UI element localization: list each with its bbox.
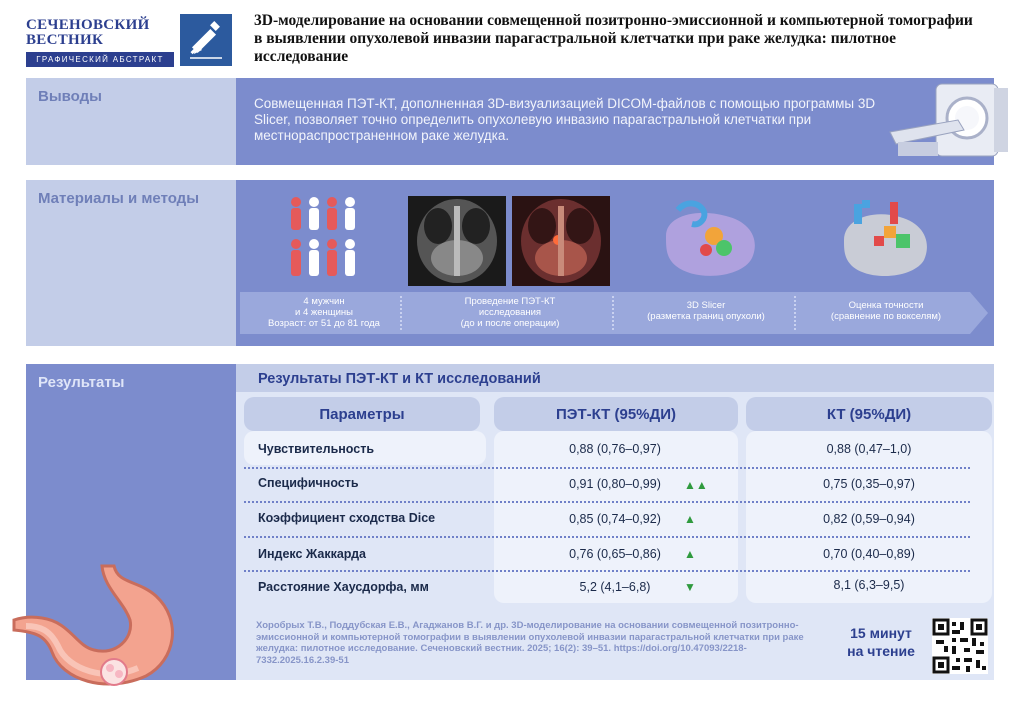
down-arrow-icon: ▼ [684, 580, 696, 594]
step-divider [612, 296, 614, 330]
param-hausdorff: Расстояние Хаусдорфа, мм [258, 580, 429, 594]
up-arrow-icon: ▲ [684, 512, 696, 526]
ct-dice: 0,82 (0,59–0,94) [823, 512, 915, 526]
pet-ct-scanner-icon [886, 80, 1016, 162]
up-arrows-icon: ▲▲ [684, 478, 708, 492]
step-patients: 4 мужчин и 4 женщины Возраст: от 51 до 81 года [268, 296, 380, 329]
row-divider [244, 570, 970, 572]
results-label: Результаты [26, 364, 236, 680]
stomach-illustration [6, 560, 186, 700]
row-divider [244, 501, 970, 503]
logo-subtitle: ГРАФИЧЕСКИЙ АБСТРАКТ [26, 52, 174, 67]
column-header-petct: ПЭТ-КТ (95%ДИ) [494, 397, 738, 431]
step-divider [794, 296, 796, 330]
step-pet-ct: Проведение ПЭТ-КТ исследования (до и после операции) [460, 296, 560, 329]
voxel-model-icon [834, 196, 938, 284]
logo-line2: ВЕСТНИК [26, 32, 104, 48]
journal-logo [26, 18, 176, 67]
3d-model-stomach-icon [656, 196, 766, 284]
step-accuracy: Оценка точности (сравнение по вокселям) [830, 300, 942, 322]
ct-hausdorff: 8,1 (6,3–9,5) [833, 578, 905, 592]
ct-specificity: 0,75 (0,35–0,97) [823, 477, 915, 491]
petct-specificity: 0,91 (0,80–0,99) [569, 477, 661, 491]
page-title: 3D-моделирование на основании совмещенной позитронно-эмиссионной и компьютерной томографии в выявлении опухолевой инвазии парагастральной клетчатки при раке желудка: пилотное исследование [254, 12, 973, 65]
param-sensitivity: Чувствительность [258, 442, 375, 456]
up-arrow-icon: ▲ [684, 547, 696, 561]
petct-jaccard: 0,76 (0,65–0,86) [569, 547, 661, 561]
conclusions-text: Совмещенная ПЭТ-КТ, дополненная 3D-визуализацией DICOM-файлов с помощью программы 3D Slicer, позволяет точно определить опухолевую инвазию парагастральной клетчатки при местнораспространенном раке желудка. [254, 96, 876, 143]
column-header-params: Параметры [244, 397, 480, 431]
step-3d-slicer: 3D Slicer (разметка границ опухоли) [647, 300, 765, 322]
ct-sensitivity: 0,88 (0,47–1,0) [826, 442, 912, 456]
petct-hausdorff: 5,2 (4,1–6,8) [579, 580, 651, 594]
patients-icon [286, 196, 366, 284]
param-jaccard: Индекс Жаккарда [258, 547, 367, 561]
pet-ct-scan-image [512, 196, 610, 286]
ct-jaccard: 0,70 (0,40–0,89) [823, 547, 915, 561]
methods-label: Материалы и методы [26, 180, 236, 346]
row-divider [244, 536, 970, 538]
param-specificity: Специфичность [258, 476, 359, 490]
logo-line1: СЕЧЕНОВСКИЙ [26, 17, 150, 33]
step-divider [400, 296, 402, 330]
qr-code-icon[interactable] [932, 618, 988, 674]
ct-scan-image [408, 196, 506, 286]
conclusions-label: Выводы [26, 78, 236, 165]
citation: Хоробрых Т.В., Поддубская Е.В., Агаджанов В.Г. и др. 3D-моделирование на основании совмещенной позитронно-эмиссионной и компьютерной томографии в выявлении опухолевой инвазии парагастральной клетчатки при раке желудка: пилотное исследование. Сеченовский вестник. 2025; 16(2): 39–51. https://doi.org/10.47093/2218-7332.2025.16.2.39-51 [256, 620, 804, 666]
param-dice: Коэффициент сходства Dice [258, 511, 436, 525]
pencil-icon [180, 14, 232, 66]
results-heading: Результаты ПЭТ-КТ и КТ исследований [258, 371, 541, 387]
petct-dice: 0,85 (0,74–0,92) [569, 512, 661, 526]
reading-time: 15 минут на чтение [847, 625, 915, 659]
petct-sensitivity: 0,88 (0,76–0,97) [569, 442, 661, 456]
column-header-ct: КТ (95%ДИ) [746, 397, 992, 431]
row-divider [244, 467, 970, 469]
